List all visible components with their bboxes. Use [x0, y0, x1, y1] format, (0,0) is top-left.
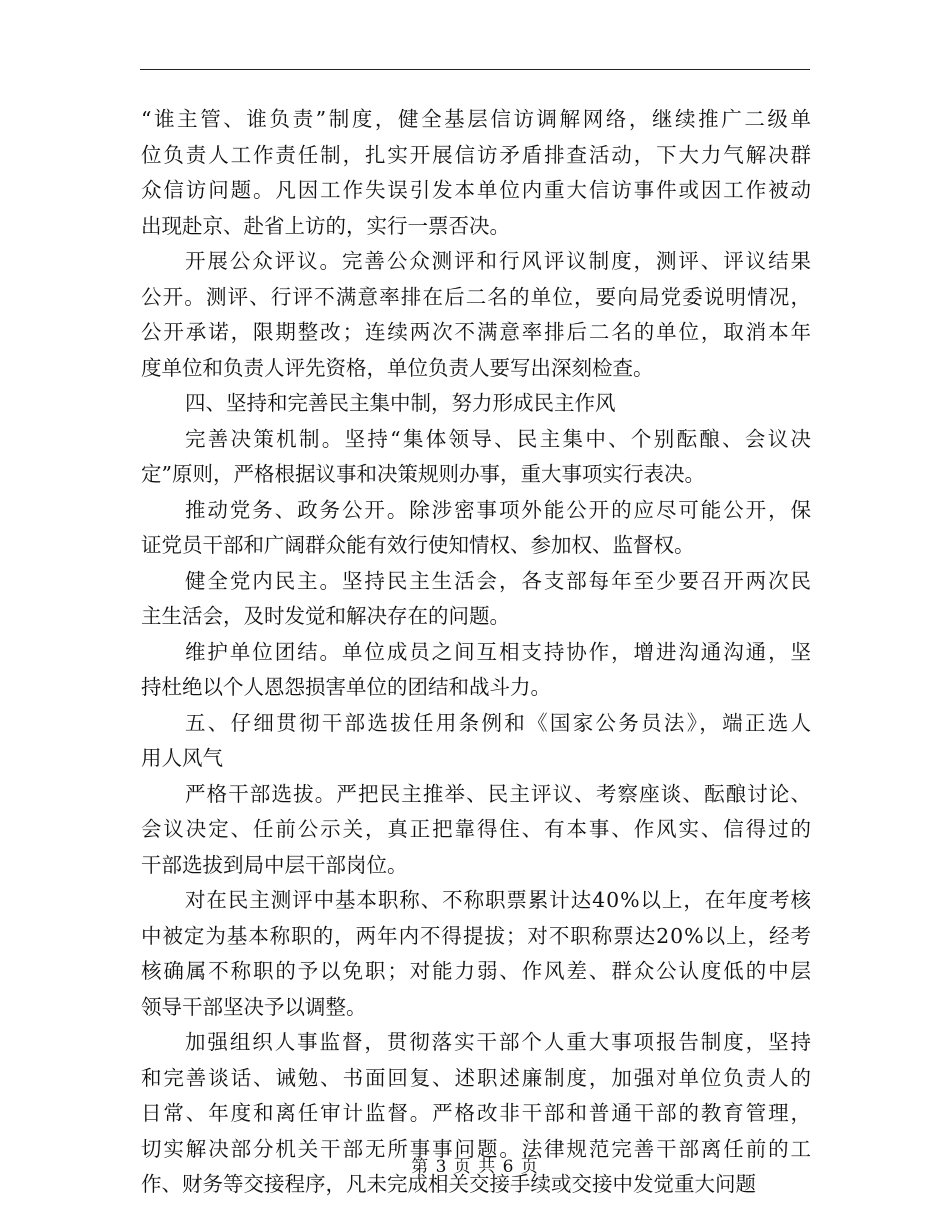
document-body [141, 102, 816, 1203]
text-line: “谁主管、谁负责”制度，健全基层信访调解网络，继续推广二级单 [141, 107, 814, 131]
text-line: 切实解决部分机关干部无所事事问题。法律规范完善干部离任前的工 [141, 1136, 813, 1161]
paragraph [141, 493, 816, 564]
text-line: 会议决定、任前公示关，真正把靠得住、有本事、作风实、信得过的 [141, 817, 813, 841]
text-line: 公开。测评、行评不满意率排在后二名的单位，要向局党委说明情况， [141, 284, 813, 309]
text-line: 持杜绝以个人恩怨损害单位的团结和战斗力。 [141, 675, 551, 699]
text-line: 出现赴京、赴省上访的，实行一票否决。 [141, 213, 510, 238]
text-line: 开展公众评议。完善公众测评和行风评议制度，测评、评议结果 [185, 249, 813, 273]
text-line: 众信访问题。凡因工作失误引发本单位内重大信访事件或因工作被动 [141, 178, 813, 202]
text-line: 推动党务、政务公开。除涉密事项外能公开的应尽可能公开，保 [185, 497, 813, 522]
text-line: 中被定为基本称职的，两年内不得提拔；对不职称票达20%以上，经考 [141, 923, 812, 948]
text-line: 主生活会，及时发觉和解决存在的问题。 [141, 604, 510, 628]
text-line: 公开承诺，限期整改；连续两次不满意率排后二名的单位，取消本年 [141, 320, 813, 344]
paragraph [141, 883, 816, 1025]
text-line: 度单位和负责人评先资格，单位负责人要写出深刻检查。 [141, 355, 654, 380]
text-line: 四、坚持和完善民主集中制，努力形成民主作风 [185, 391, 616, 415]
text-line: 定”原则，严格根据议事和决策规则办事，重大事项实行表决。 [141, 462, 705, 486]
text-line: 证党员干部和广阔群众能有效行使知情权、参加权、监督权。 [141, 533, 695, 557]
text-line: 用人风气 [141, 746, 223, 770]
paragraph [141, 635, 816, 706]
paragraph [141, 422, 816, 493]
text-line: 严格干部选拔。严把民主推举、民主评议、考察座谈、酝酿讨论、 [185, 781, 813, 806]
text-line: 干部选拔到局中层干部岗位。 [141, 852, 408, 877]
paragraph [141, 777, 816, 884]
text-line: 五、仔细贯彻干部选拔任用条例和《国家公务员法》，端正选人 [185, 710, 814, 735]
text-line: 作、财务等交接程序，凡未完成相关交接手续或交接中发觉重大问题 [141, 1172, 756, 1196]
text-line: 领导干部坚决予以调整。 [141, 994, 367, 1019]
text-line: 对在民主测评中基本职称、不称职票累计达40%以上，在年度考核 [185, 888, 812, 912]
text-line: 加强组织人事监督，贯彻落实干部个人重大事项报告制度，坚持 [185, 1030, 813, 1054]
text-line: 完善决策机制。坚持“集体领导、民主集中、个别酝酿、会议决 [185, 426, 814, 451]
text-line: 核确属不称职的予以免职；对能力弱、作风差、群众公认度低的中层 [141, 959, 813, 983]
text-line: 维护单位团结。单位成员之间互相支持协作，增进沟通沟通，坚 [185, 639, 813, 664]
paragraph [141, 564, 816, 635]
header-rule [140, 69, 810, 70]
text-line: 健全党内民主。坚持民主生活会，各支部每年至少要召开两次民 [185, 568, 813, 593]
paragraph [141, 244, 816, 386]
text-line: 和完善谈话、诫勉、书面回复、述职述廉制度，加强对单位负责人的 [141, 1065, 813, 1090]
text-line: 位负责人工作责任制，扎实开展信访矛盾排查活动，下大力气解决群 [141, 142, 813, 167]
text-line: 日常、年度和离任审计监督。严格改非干部和普通干部的教育管理， [141, 1101, 813, 1125]
paragraph [141, 102, 816, 244]
page-footer: 第 3 页 共 6 页 [411, 1157, 539, 1177]
paragraph [141, 386, 816, 422]
paragraph [141, 706, 816, 777]
